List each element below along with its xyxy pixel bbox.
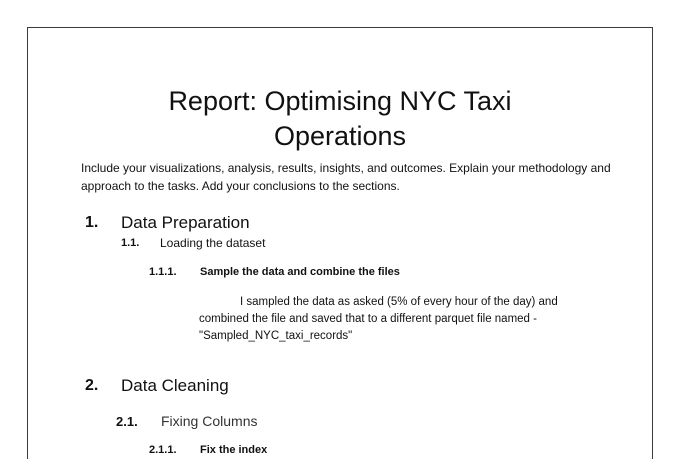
subsection-1-1-title: Loading the dataset [160,236,266,250]
item-1-1-1-text: I sampled the data as asked (5% of every hour of the day) and combined the file and saved that to a different parquet file named - "Sampled_NYC_taxi_records" [199,296,558,342]
section-2-title: Data Cleaning [121,376,229,395]
item-2-1-1-number: 2.1.1. [149,444,177,456]
section-1-title: Data Preparation [121,213,250,232]
subsection-2-1-title: Fixing Columns [161,413,258,429]
intro-paragraph: Include your visualizations, analysis, results, insights, and outcomes. Explain your methodology and approach to the tasks. Add your conclusions to the sections. [81,161,611,193]
item-1-1-1-title: Sample the data and combine the files [200,266,400,278]
report-title-line-1: Report: Optimising NYC Taxi [168,86,512,116]
document-page [27,27,653,459]
subsection-1-1-number: 1.1. [121,237,140,249]
item-1-1-1-paragraph [199,294,599,345]
section-2-number: 2. [85,377,99,394]
item-2-1-1-title: Fix the index [200,444,268,456]
item-1-1-1-number: 1.1.1. [149,266,177,278]
section-1-number: 1. [85,214,99,231]
report-title-line-2: Operations [273,121,407,151]
subsection-2-1-number: 2.1. [116,414,138,429]
